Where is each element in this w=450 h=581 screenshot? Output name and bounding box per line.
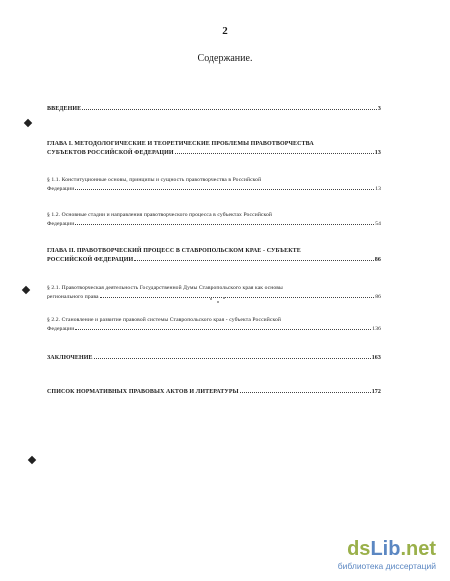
toc-entry-label: ГЛАВА II. ПРАВОТВОРЧЕСКИЙ ПРОЦЕСС В СТАВРОПОЛЬСКОМ КРАЕ - СУБЪЕКТЕ bbox=[47, 248, 301, 254]
toc-entry-label-cont: Федерации bbox=[47, 221, 75, 227]
punch-mark bbox=[22, 286, 30, 294]
dot-leader bbox=[94, 353, 371, 359]
toc-entry-label: § 1.1. Конституционные основы, принципы и сущность правотворчества в Российской bbox=[47, 177, 262, 183]
toc-entry-introduction[interactable] bbox=[47, 104, 381, 113]
toc-entry-label: § 2.2. Становление и развитие правовой системы Ставропольского края - субъекта Российской bbox=[47, 317, 281, 323]
toc-title: Содержание. bbox=[197, 53, 253, 64]
toc-page-number: 13 bbox=[375, 186, 381, 192]
page-number: 2 bbox=[222, 25, 228, 37]
toc-entry-label-cont: регионального права bbox=[47, 294, 99, 300]
toc-entry-section-2-1[interactable] bbox=[47, 284, 381, 301]
toc-page-number: 172 bbox=[371, 389, 381, 395]
toc-entry-bibliography[interactable] bbox=[47, 387, 381, 396]
punch-mark bbox=[28, 456, 36, 464]
toc-page-number: 54 bbox=[375, 221, 381, 227]
toc-page-number: 3 bbox=[377, 106, 381, 112]
scan-speck bbox=[223, 297, 225, 299]
toc-entry-section-2-2[interactable] bbox=[47, 316, 381, 333]
dslib-subtitle: библиотека диссертаций bbox=[337, 561, 436, 571]
toc-entry-label: § 1.2. Основные стадии и направления правотворческого процесса в субъектах Российской bbox=[47, 212, 273, 218]
dslib-watermark bbox=[338, 539, 436, 571]
dot-leader bbox=[100, 292, 375, 298]
toc-page-number: 136 bbox=[372, 326, 381, 332]
toc-entry-label-cont: СУБЪЕКТОВ РОССИЙСКОЙ ФЕДЕРАЦИИ bbox=[47, 150, 174, 156]
dot-leader bbox=[134, 255, 374, 261]
dot-leader bbox=[75, 324, 371, 330]
toc-entry-label-cont: Федерации bbox=[47, 186, 75, 192]
toc-entry-label-cont: РОССИЙСКОЙ ФЕДЕРАЦИИ bbox=[47, 257, 134, 263]
dot-leader bbox=[75, 184, 374, 190]
scan-speck bbox=[210, 298, 212, 300]
toc-page-number: 13 bbox=[374, 150, 381, 156]
toc-entry-section-1-1[interactable] bbox=[47, 176, 381, 193]
dot-leader bbox=[75, 219, 374, 225]
toc-entry-section-1-2[interactable] bbox=[47, 211, 381, 228]
toc-entry-label: § 2.1. Правотворческая деятельность Государственной Думы Ставропольского края как основы bbox=[47, 285, 283, 291]
toc-entry-chapter-2[interactable] bbox=[47, 247, 381, 264]
toc-page-number: 86 bbox=[374, 257, 381, 263]
toc-entry-label: ВВЕДЕНИЕ bbox=[47, 106, 82, 112]
scan-speck bbox=[217, 301, 219, 303]
toc-entry-label: ГЛАВА I. МЕТОДОЛОГИЧЕСКИЕ И ТЕОРЕТИЧЕСКИЕ ПРОБЛЕМЫ ПРАВОТВОРЧЕСТВА bbox=[47, 141, 314, 147]
dot-leader bbox=[175, 148, 374, 154]
dot-leader bbox=[240, 387, 371, 393]
dslib-logo: dsLib.net bbox=[347, 538, 436, 560]
toc-entry-label: ЗАКЛЮЧЕНИЕ bbox=[47, 355, 93, 361]
toc-entry-chapter-1[interactable] bbox=[47, 140, 381, 157]
toc-entry-label-cont: Федерации bbox=[47, 326, 75, 332]
punch-mark bbox=[24, 119, 32, 127]
dot-leader bbox=[82, 104, 377, 110]
toc-page-number: 163 bbox=[371, 355, 381, 361]
toc-entry-conclusion[interactable] bbox=[47, 353, 381, 362]
toc-entry-label: СПИСОК НОРМАТИВНЫХ ПРАВОВЫХ АКТОВ И ЛИТЕРАТУРЫ bbox=[47, 389, 239, 395]
toc-page-number: 86 bbox=[375, 294, 381, 300]
